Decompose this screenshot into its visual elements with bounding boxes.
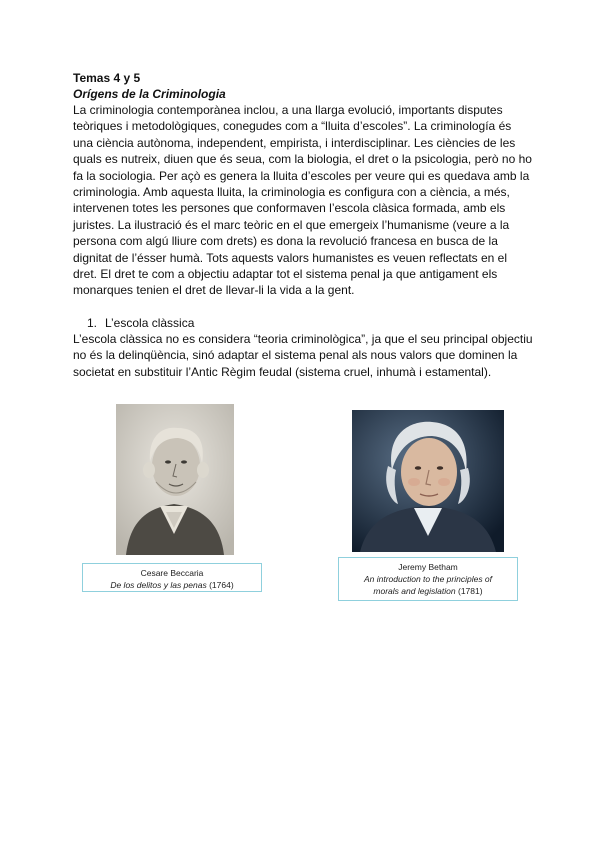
bentham-work-line1: An introduction to the principles of: [363, 574, 493, 584]
beccaria-portrait: [116, 404, 234, 555]
section-number: 1.: [87, 315, 98, 330]
bentham-name: Jeremy Betham: [398, 562, 458, 572]
document-subtitle: Orígens de la Criminologia: [73, 87, 226, 101]
document-title: Temas 4 y 5: [73, 71, 141, 85]
list-item: [73, 315, 533, 331]
bentham-portrait-image: [352, 410, 504, 552]
bentham-portrait: [352, 410, 504, 552]
section-list: [73, 315, 533, 331]
bentham-work-line2: morals and legislation: [373, 586, 456, 596]
section-paragraph: L’escola clàssica no es considera “teoria criminològica”, ja que el seu principal objectiu no és la delinqüència, sinó adaptar el sistema penal als nous valors que dominen la societat en substituir l’Antic Règim feudal (sistema cruel, inhumà i estamental).: [73, 331, 533, 379]
section-title: L’escola clàssica: [105, 315, 195, 330]
document-body: [73, 70, 533, 380]
beccaria-engraving-image: [116, 404, 234, 555]
beccaria-name: Cesare Beccaria: [140, 568, 204, 578]
beccaria-year: (1764): [209, 580, 234, 590]
bentham-year: (1781): [458, 586, 483, 596]
intro-paragraph: La criminologia contemporànea inclou, a una llarga evolució, importants disputes teòriques i metodològiques, conegudes com a “lluita d’escoles”. La criminología és una ciència autònoma, independent, empirista, i interdisciplinar. Les ciències de les quals es nutreix, diuen que és seua, com la biologia, el dret o la psicologia, però no ho fa la sociologia. Per açò es genera la lluita d’escoles per veure qui es quedava amb la criminologia. Amb aquesta lluita, la criminologia es configura con a ciència, a més, intervenen totes les persones que conformaven l’escola clàsica formada, amb els juristes. La ilustració és el marc teòric en el que emergeix l’humanisme (veure a la persona com algú lliure com drets) es dona la revolució francesa en busca de la dignitat de l’ésser humà. Tots aquests valors humanistes es veuen reflectats en el dret. El dret te com a objectiu adaptar tot el sistema penal ja que antigament els monarques tenien el dret de llevar-li la vida a la gent.: [73, 103, 532, 298]
beccaria-work: De los delitos y las penas: [110, 580, 207, 590]
bentham-caption: [338, 557, 518, 601]
beccaria-caption: [82, 563, 262, 592]
